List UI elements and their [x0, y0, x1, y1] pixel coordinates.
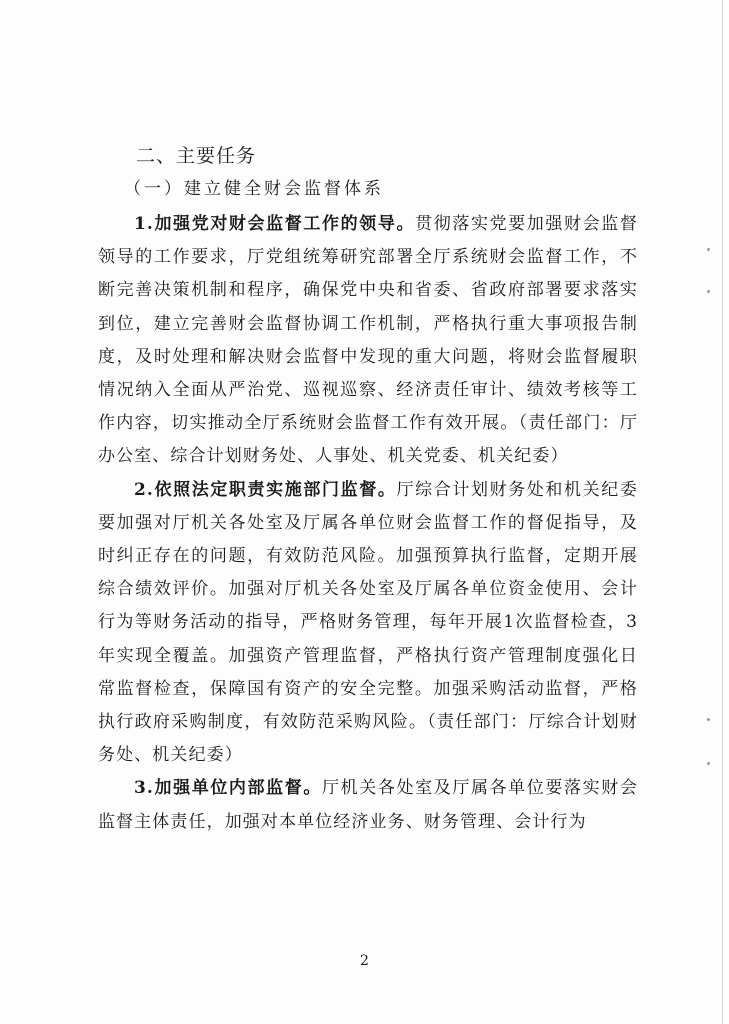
paragraph-lead: 1.加强党对财会监督工作的领导。: [134, 214, 416, 234]
scan-speck: [707, 248, 710, 251]
scan-edge-line: [722, 0, 723, 1024]
paragraph-item-1: [98, 208, 638, 474]
section-heading: 二、主要任务: [136, 145, 257, 167]
paragraph-item-3: [98, 772, 638, 838]
paragraph-body: 厅机关各处室及厅属各单位要落实财会监督主体责任，加强对本单位经济业务、财务管理、会计行为: [98, 778, 638, 832]
paragraph-lead: 3.加强单位内部监督。: [134, 778, 323, 799]
scan-speck: [707, 762, 710, 765]
document-body: [98, 142, 638, 839]
subsection-heading: （一）建立健全财会监督体系: [124, 179, 384, 199]
paragraph-lead: 2.依照法定职责实施部门监督。: [134, 479, 397, 500]
paragraph-body: 厅综合计划财务处和机关纪委要加强对厅机关各处室及厅属各单位财会监督工作的督促指导，及时纠正存在的问题，有效防范风险。加强预算执行监督，定期开展综合绩效评价。加强对厅机关各处室及厅属各单位资金使用、会计行为等财务活动的指导，严格财务管理，每年开展1次监督检查，3年实现全覆盖。加强资产管理监督，严格执行资产管理制度强化日常监督检查，保障国有资产的安全完整。加强采购活动监督，严格执行政府采购制度，有效防范采购风险。（责任部门：厅综合计划财务处、机关纪委）: [98, 479, 638, 766]
scan-speck: [707, 290, 710, 293]
scan-speck: [707, 718, 710, 721]
paragraph-item-2: [98, 474, 638, 773]
paragraph-body: 贯彻落实党要加强财会监督领导的工作要求，厅党组统筹研究部署全厅系统财会监督工作，不断完善决策机制和程序，确保党中央和省委、省政府部署要求落实到位，建立完善财会监督协调工作机制，严格执行重大事项报告制度，及时处理和解决财会监督中发现的重大问题，将财会监督履职情况纳入全面从严治党、巡视巡察、经济责任审计、绩效考核等工作内容，切实推动全厅系统财会监督工作有效开展。（责任部门：厅办公室、综合计划财务处、人事处、机关党委、机关纪委）: [98, 214, 638, 467]
page-number: 2: [360, 953, 369, 969]
